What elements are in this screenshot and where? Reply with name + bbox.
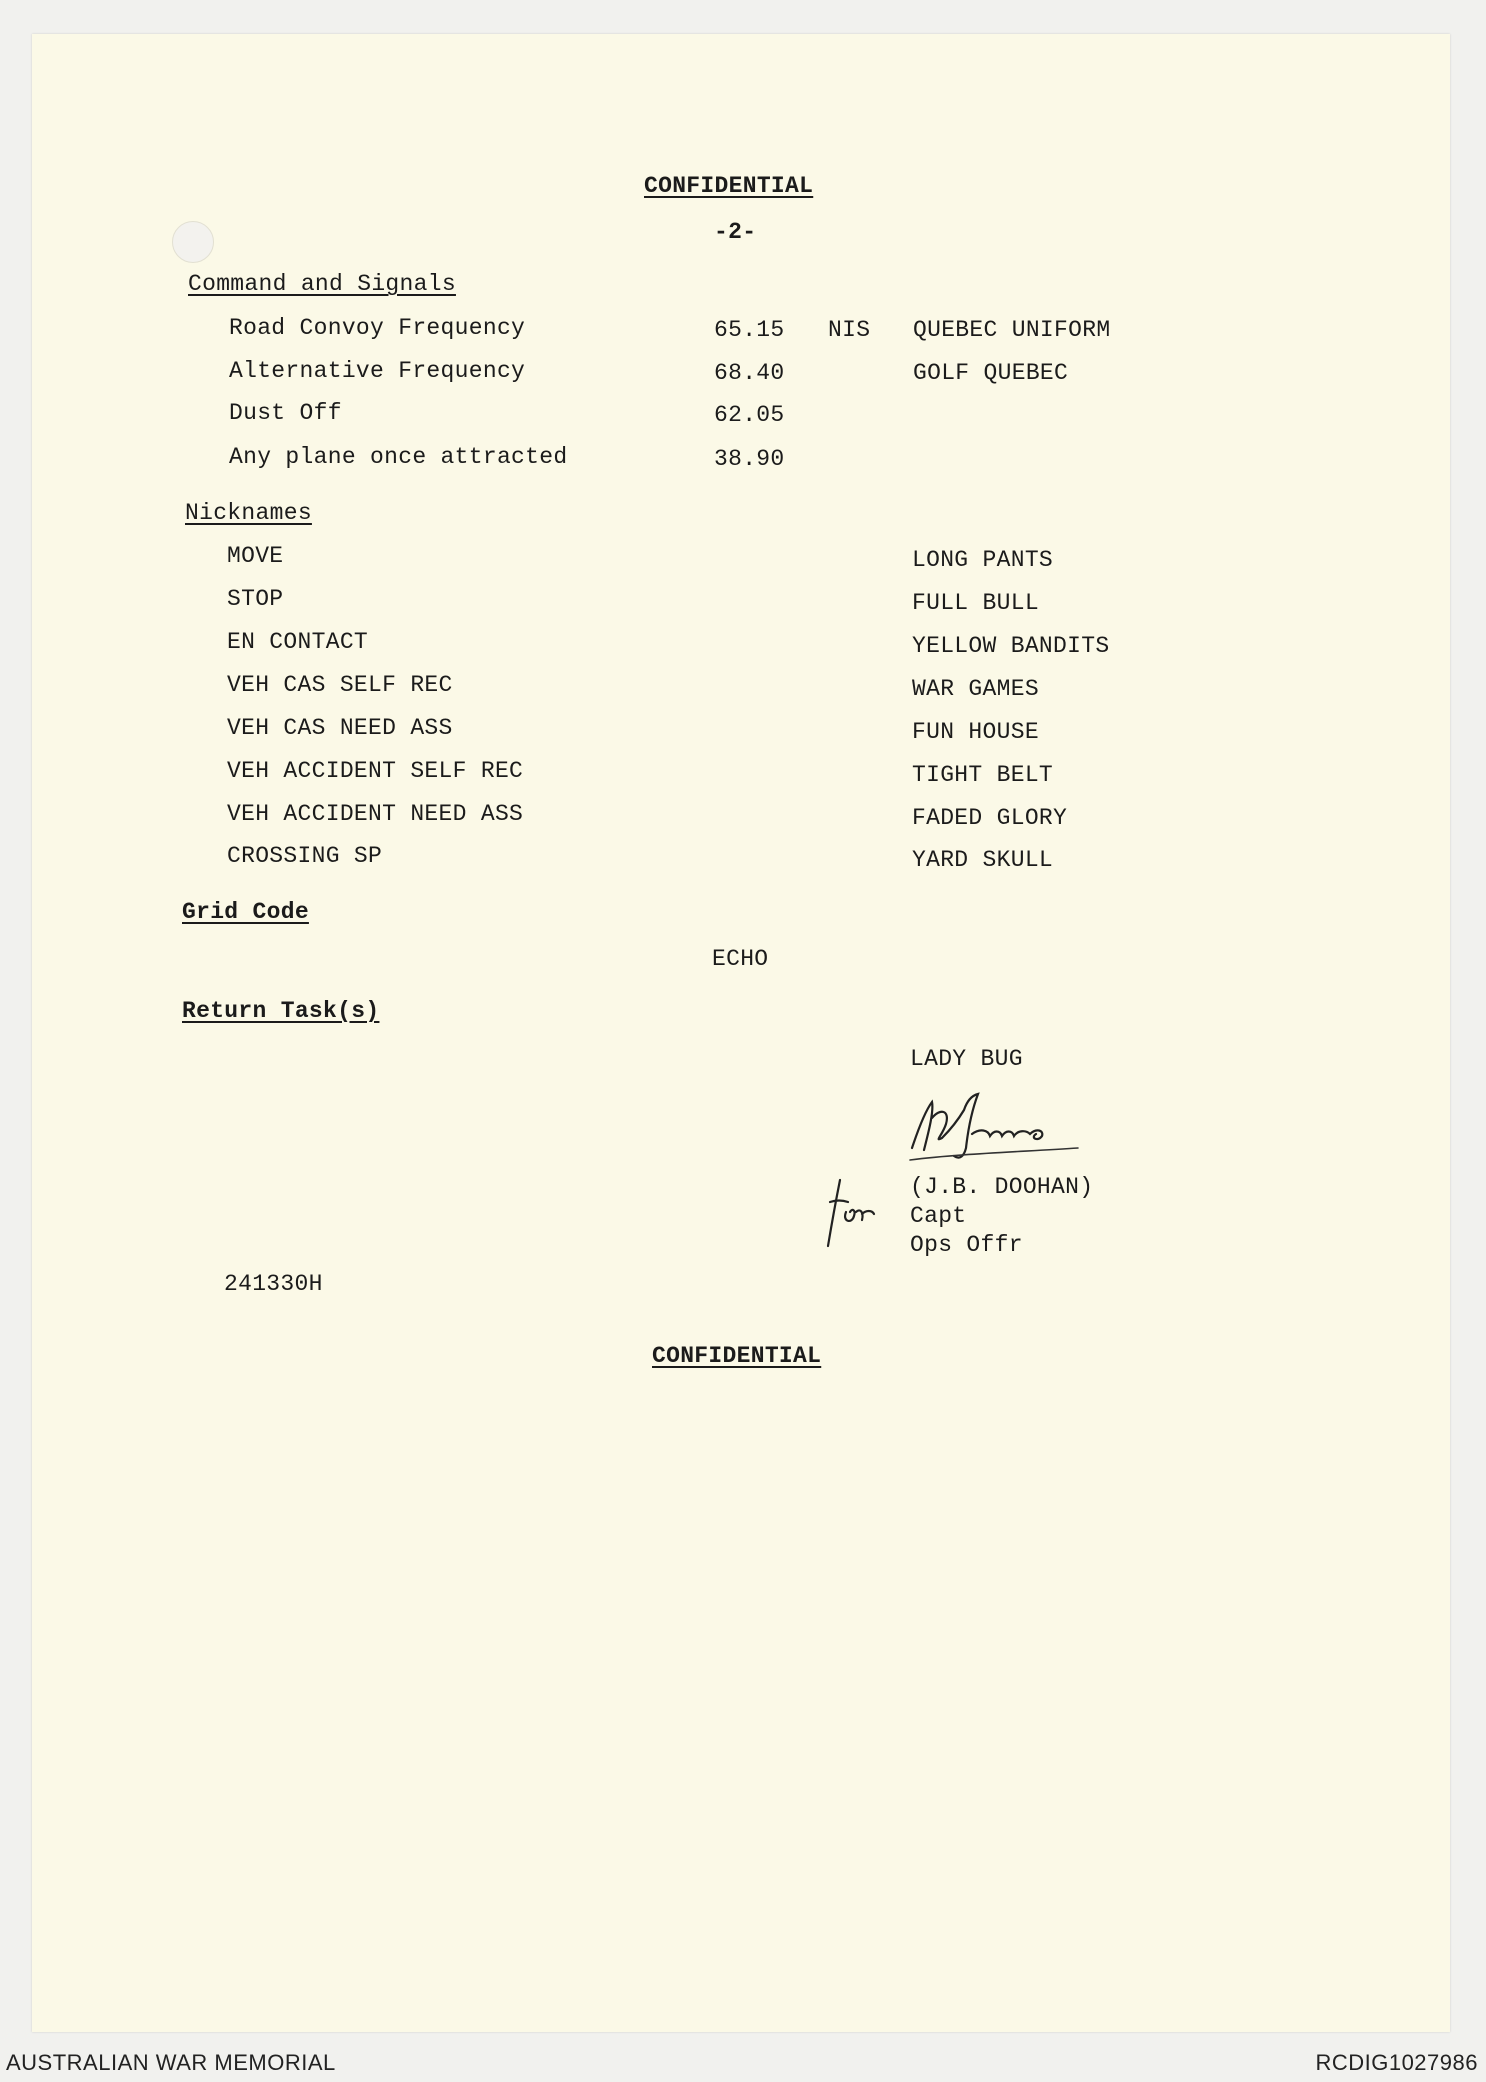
signal-frequency: 38.90	[714, 446, 785, 472]
nickname-label: CROSSING SP	[227, 843, 383, 869]
nickname-code: YARD SKULL	[912, 847, 1054, 873]
punch-hole	[172, 221, 214, 263]
nickname-label: STOP	[227, 586, 284, 612]
signal-label: Dust Off	[229, 400, 342, 426]
nickname-label: EN CONTACT	[227, 629, 369, 655]
section-heading-command-signals: Command and Signals	[188, 271, 456, 297]
signal-frequency: 65.15	[714, 317, 785, 343]
signatory-rank: Capt	[910, 1203, 967, 1229]
for-handwritten-mark	[822, 1172, 882, 1252]
nickname-code: LONG PANTS	[912, 547, 1054, 573]
signal-frequency: 62.05	[714, 402, 785, 428]
signatory-title: Ops Offr	[910, 1232, 1023, 1258]
nickname-code: FADED GLORY	[912, 805, 1068, 831]
nickname-label: VEH CAS SELF REC	[227, 672, 453, 698]
signal-code: QUEBEC UNIFORM	[913, 317, 1111, 343]
section-heading-grid-code: Grid Code	[182, 899, 309, 925]
section-heading-return-tasks: Return Task(s)	[182, 998, 380, 1024]
nickname-code: FUN HOUSE	[912, 719, 1039, 745]
signatory-name: (J.B. DOOHAN)	[910, 1174, 1094, 1200]
classification-footer: CONFIDENTIAL	[652, 1343, 822, 1369]
archive-source: AUSTRALIAN WAR MEMORIAL	[6, 2050, 336, 2075]
signal-label: Road Convoy Frequency	[229, 315, 526, 341]
signal-nis: NIS	[828, 317, 871, 343]
signal-label: Any plane once attracted	[229, 444, 568, 470]
nickname-code: FULL BULL	[912, 590, 1039, 616]
nickname-code: YELLOW BANDITS	[912, 633, 1110, 659]
page-number: -2-	[714, 219, 757, 245]
nickname-code: WAR GAMES	[912, 676, 1039, 702]
return-task-value: LADY BUG	[910, 1046, 1023, 1072]
signal-label: Alternative Frequency	[229, 358, 526, 384]
nickname-label: VEH ACCIDENT NEED ASS	[227, 801, 524, 827]
grid-code-value: ECHO	[712, 946, 769, 972]
signal-code: GOLF QUEBEC	[913, 360, 1069, 386]
signal-frequency: 68.40	[714, 360, 785, 386]
nickname-label: VEH CAS NEED ASS	[227, 715, 453, 741]
classification-header: CONFIDENTIAL	[644, 173, 814, 199]
nickname-label: MOVE	[227, 543, 284, 569]
nickname-code: TIGHT BELT	[912, 762, 1054, 788]
archive-id: RCDIG1027986	[1315, 2050, 1478, 2075]
signature-image	[906, 1090, 1086, 1170]
nickname-label: VEH ACCIDENT SELF REC	[227, 758, 524, 784]
section-heading-nicknames: Nicknames	[185, 500, 312, 526]
date-time-group: 241330H	[224, 1271, 323, 1297]
